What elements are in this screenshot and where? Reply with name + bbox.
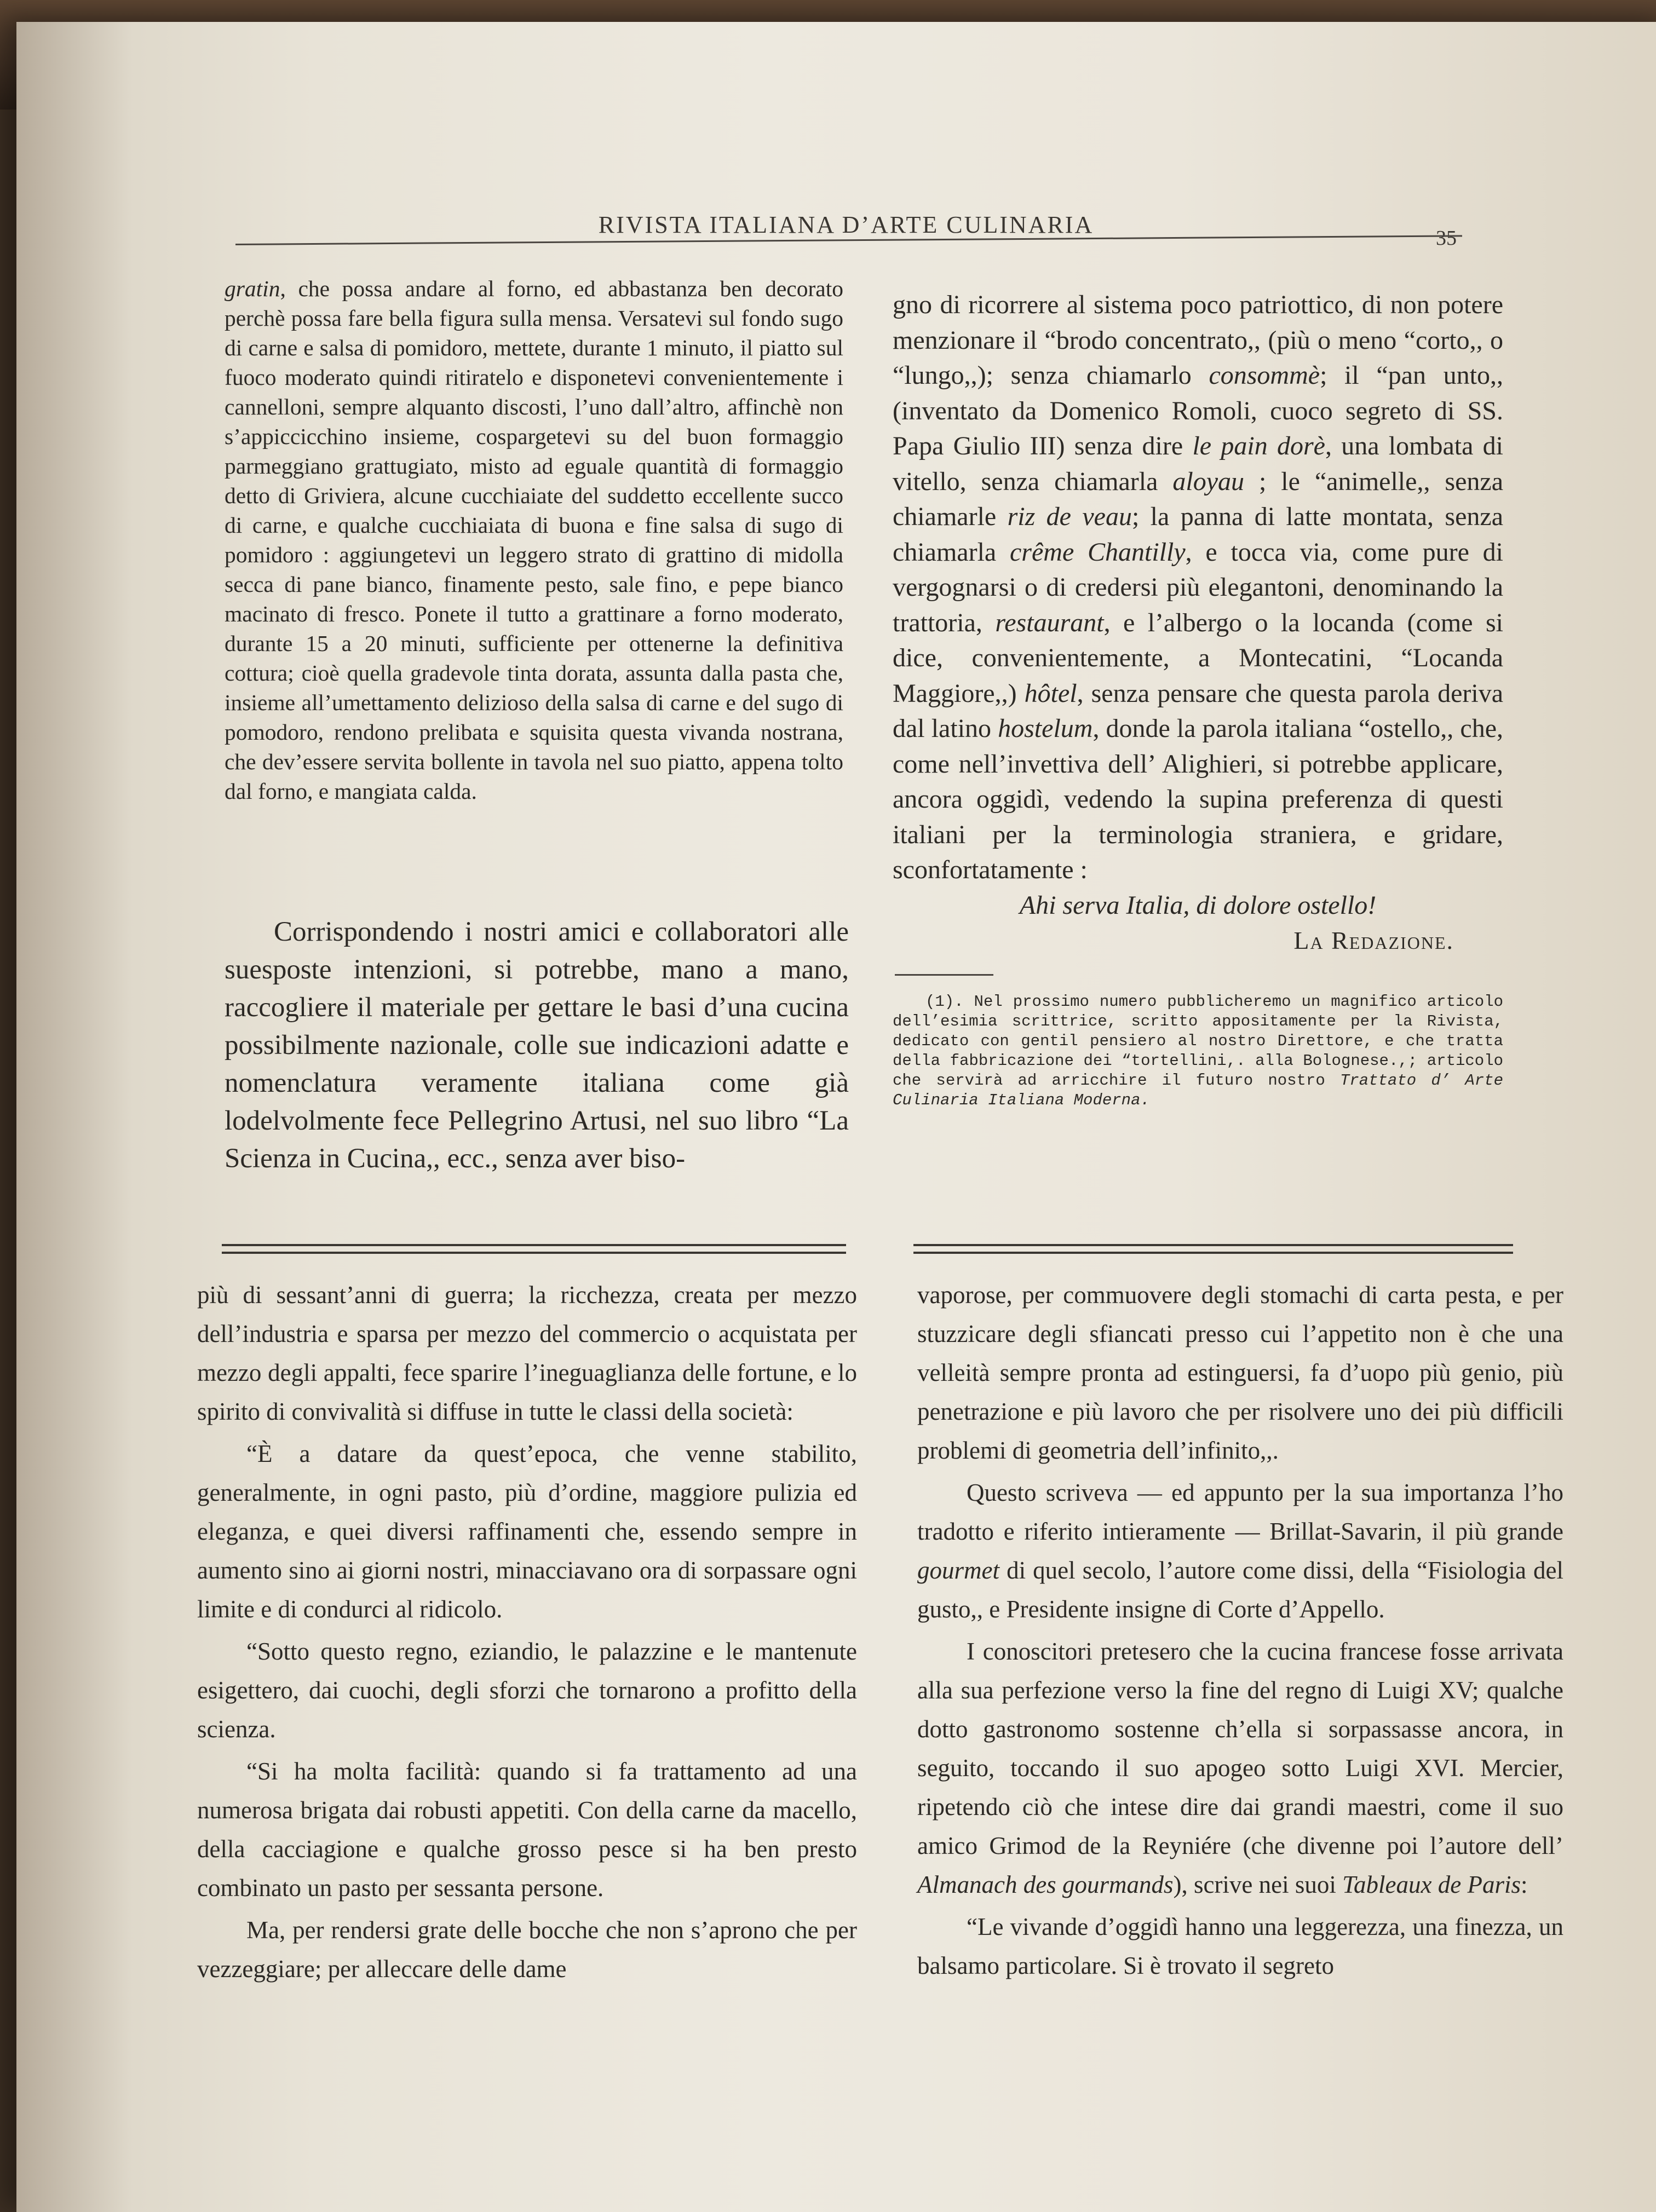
- recipe-lead-word: gratin: [225, 276, 280, 301]
- recipe-paragraph: [225, 274, 843, 806]
- recipe-text: , che possa andare al forno, ed abbastanza ben decorato perchè possa fare bella figura sulla mensa. Versatevi sul fondo sugo di carne e salsa di pomidoro, mettete, durante 1 minuto, il piatto sul fuoco moderato quindi ritiratelo e disponetevi convenientemente i cannelloni, sempre alquanto discosti, l’uno dall’altro, affinchè non s’appiccicchino insieme, cospargetevi su del buon formaggio parmeggiano grattugiato, misto ad eguale quantità di formaggio detto di Griviera, alcune cucchiaiate del suddetto eccellente succo di carne, e qualche cucchiaiata di buona e fine salsa di sugo di pomidoro : aggiungetevi un leggero strato di grattino di midolla secca di pane bianco, finamente pesto, sale fino, e pepe bianco macinato di fresco. Ponete il tutto a grattinare a forno moderato, durante 15 a 20 minuti, sufficiente per ottenerne la definitiva cottura; cioè quella gradevole tinta dorata, assunta dalla pasta che, insieme all’umettamento delizioso della salsa di carne e del sugo di pomodoro, rendono prelibata e squisita questa vivanda nostrana, che dev’essere servita bollente in tavola nel suo piatto, appena tolto dal forno, e mangiata calda.: [225, 276, 843, 804]
- page-binding-shadow: [16, 22, 131, 2212]
- paragraph: “È a datare da quest’epoca, che venne stabilito, generalmente, in ogni pasto, più d’ordine, maggiore pulizia ed eleganza, e quei diversi raffinamenti che, essendo sempre in aumento sino ai giorni nostri, minacciavano ora di sorpassare ogni limite e di condurci al ridicolo.: [197, 1440, 857, 1623]
- footnote-rule: [895, 974, 993, 976]
- paragraph: più di sessant’anni di guerra; la ricchezza, creata per mezzo dell’industria e sparsa per mezzo del commercio o acquistata per mezzo degli appalti, fece sparire l’ineguaglianza delle fortune, e lo spirito di convivalità si diffuse in tutte le classi della società:: [197, 1281, 857, 1425]
- editorial-paragraph-left: [225, 913, 849, 1178]
- dante-quote: Ahi serva Italia, di dolore ostello!: [1019, 890, 1377, 920]
- paragraph: Questo scriveva — ed appunto per la sua importanza l’ho tradotto e riferito intieramente — Brillat-Savarin, il più grande gourmet di quel secolo, l’autore come dissi, della “Fisiologia del gusto,, e Presidente insigne di Corte d’Appello.: [917, 1479, 1563, 1623]
- paragraph: “Sotto questo regno, eziandio, le palazzine e le mantenute esigettero, dai cuochi, degli sforzi che tornarono a profitto della scienza.: [197, 1638, 857, 1743]
- top-right-column: [893, 287, 1503, 1110]
- running-header: [235, 211, 1457, 255]
- top-left-column: [225, 274, 843, 806]
- page-number: 35: [1436, 227, 1457, 250]
- footnote: (1). Nel prossimo numero pubblicheremo un magnifico articolo dell’esimia scrittrice, scritto appositamente per la Rivista, dedicato con gentil pensiero al nostro Direttore, e che tratta della fabbricazione dei “tortellini,. alla Bolognese.,; articolo che servirà ad arricchire il futuro nostro Trattato d’ Arte Culinaria Italiana Moderna.: [893, 992, 1503, 1109]
- editorial-text-right: gno di ricorrere al sistema poco patriottico, di non potere menzionare il “brodo concentrato,, (più o meno “corto,, o “lungo,,); senza chiamarlo consommè; il “pan unto,, (inventato da Domenico Romoli, cuoco segreto di SS. Papa Giulio III) senza dire le pain dorè, una lombata di vitello, senza chiamarla aloyau ; le “animelle,, senza chiamarle riz de veau; la panna di latte montata, senza chiamarla crême Chantilly, e tocca via, come pure di vergognarsi o di credersi più elegantoni, denominando la trattoria, restaurant, e l’albergo o la locanda (come si dice, convenientemente, a Montecatini, “Locanda Maggiore,,) hôtel, senza pensare che questa parola deriva dal latino hostelum, donde la parola italiana “ostello,, che, come nell’invettiva dell’ Alighieri, si potrebbe applicare, ancora oggidì, vedendo la supina preferenza di questi italiani per la terminologia straniera, e gridare, sconfortatamente :: [893, 290, 1504, 884]
- section-divider-left: [222, 1244, 846, 1254]
- bottom-right-column: [917, 1276, 1563, 1989]
- paragraph: vaporose, per commuovere degli stomachi di carta pesta, e per stuzzicare degli sfiancati presso cui l’appetito non è che una velleità sempre pronta ad estinguersi, fa d’uopo più genio, più penetrazione e più lavoro che per risolvere uno dei più difficili problemi di geometria dell’infinito,,.: [917, 1281, 1563, 1464]
- bottom-left-column: [197, 1276, 857, 1992]
- section-divider-right: [913, 1244, 1513, 1254]
- paragraph: “Le vivande d’oggidì hanno una leggerezza, una finezza, un balsamo particolare. Si è trovato il segreto: [917, 1913, 1563, 1979]
- editorial-text-left: Corrispondendo i nostri amici e collaboratori alle suesposte intenzioni, si potrebbe, mano a mano, raccogliere il materiale per gettare le basi d’una cucina possibilmente nazionale, colle sue indicazioni adatte e nomenclatura veramente italiana come già lodelvolmente fece Pellegrino Artusi, nel suo libro “La Scienza in Cucina,, ecc., senza aver biso-: [225, 917, 849, 1174]
- editorial-signature: La Redazione.: [1293, 926, 1454, 954]
- paragraph: “Si ha molta facilità: quando si fa trattamento ad una numerosa brigata dai robusti appetiti. Con della carne da macello, della cacciagione e qualche grosso pesce si ha ben presto combinato un pasto per sessanta persone.: [197, 1758, 857, 1902]
- journal-title: RIVISTA ITALIANA D’ARTE CULINARIA: [598, 211, 1094, 238]
- paragraph: I conoscitori pretesero che la cucina francese fosse arrivata alla sua perfezione verso la fine del regno di Luigi XV; qualche dotto gastronomo sostenne ch’ella si sorpassasse ancora, in seguito, toccando il suo apogeo sotto Luigi XVI. Mercier, ripetendo ciò che intese dire dai grandi maestri, come il suo amico Grimod de la Reyniére (che divenne poi l’autore dell’ Almanach des gourmands), scrive nei suoi Tableaux de Paris:: [917, 1638, 1563, 1898]
- paragraph: Ma, per rendersi grate delle bocche che non s’aprono che per vezzeggiare; per alleccare delle dame: [197, 1916, 857, 1983]
